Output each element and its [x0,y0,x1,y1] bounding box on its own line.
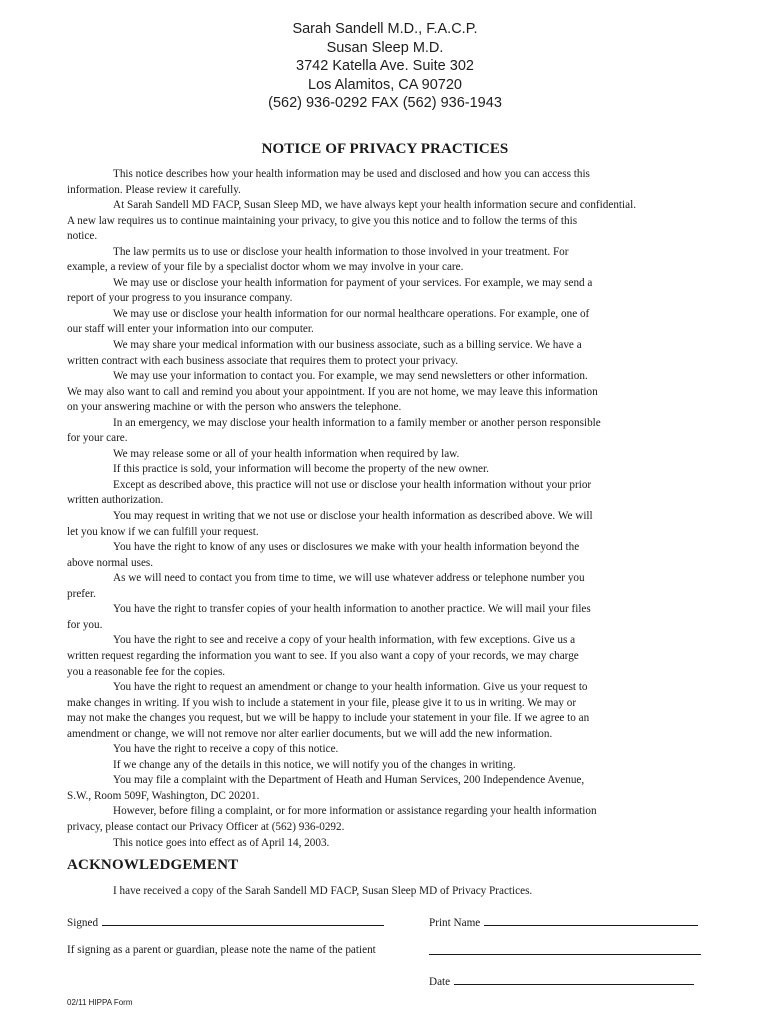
notice-line: make changes in writing. If you wish to include a statement in your file, please give it to us in writing. We may or [67,696,577,709]
date-label: Date [429,976,451,988]
letterhead-phone-fax: (562) 936-0292 FAX (562) 936-1943 [268,95,502,112]
patient-name-line[interactable] [429,944,701,955]
date-line[interactable] [454,974,694,985]
notice-line: However, before filing a complaint, or for more information or assistance regarding your health information [113,805,597,818]
notice-line: our staff will enter your information into our computer. [67,323,314,336]
notice-line: You have the right to receive a copy of this notice. [113,743,339,756]
notice-line: written request regarding the information you want to see. If you also want a copy of your records, we may charge [67,649,579,662]
patient-name-field[interactable] [429,944,701,958]
notice-line: You have the right to see and receive a copy of your health information, with few exceptions. Give us a [113,634,576,647]
print-name-field[interactable] [429,915,698,929]
notice-line: We may use your information to contact you. For example, we may send newsletters or other information. [113,370,588,383]
notice-line: for your care. [67,432,128,445]
notice-line: In an emergency, we may disclose your health information to a family member or another person responsible [113,416,601,429]
form-footer: 02/11 HIPPA Form [67,998,133,1007]
notice-line: report of your progress to you insurance company. [67,292,293,305]
notice-line: A new law requires us to continue maintaining your privacy, to give you this notice and to follow the terms of this [67,214,578,227]
notice-line: We may use or disclose your health information for our normal healthcare operations. For example, one of [113,307,590,320]
acknowledgement-statement: I have received a copy of the Sarah Sandell MD FACP, Susan Sleep MD of Privacy Practices. [113,885,533,897]
notice-line: This notice describes how your health information may be used and disclosed and how you can access this [113,168,590,180]
print-name-line[interactable] [484,915,698,926]
notice-line: We may share your medical information with our business associate, such as a billing service. We have a [113,339,582,352]
guardian-note: If signing as a parent or guardian, please note the name of the patient [67,944,376,956]
notice-line: notice. [67,230,98,243]
signed-label: Signed [67,917,99,929]
notice-line: The law permits us to use or disclose your health information to those involved in your treatment. For [113,245,569,258]
print-name-label: Print Name [429,917,481,929]
notice-line: You have the right to transfer copies of your health information to another practice. We will mail your files [113,603,591,616]
notice-line: You have the right to know of any uses or disclosures we make with your health information beyond the [113,541,580,554]
notice-body [67,167,707,851]
notice-line: If this practice is sold, your information will become the property of the new owner. [113,463,489,476]
notice-line: We may also want to call and remind you about your appointment. If you are not home, we may leave this information [67,385,598,398]
notice-line: above normal uses. [67,556,154,569]
notice-line: If we change any of the details in this notice, we will notify you of the changes in writing. [113,758,516,771]
notice-line: privacy, please contact our Privacy Officer at (562) 936-0292. [67,820,345,833]
notice-line: We may release some or all of your health information when required by law. [113,447,460,460]
signature-line[interactable] [102,915,384,926]
letterhead-physician-1: Sarah Sandell M.D., F.A.C.P. [292,21,478,37]
notice-line: S.W., Room 509F, Washington, DC 20201. [67,789,260,802]
notice-line: amendment or change, we will not remove nor alter earlier documents, but we will add the new information. [67,727,553,740]
date-field[interactable] [429,974,694,988]
notice-line: You may file a complaint with the Department of Heath and Human Services, 200 Independence Avenue, [113,774,585,787]
notice-line: We may use or disclose your health information for payment of your services. For example, we may send a [113,276,593,289]
signed-field[interactable] [67,915,384,929]
notice-line: for you. [67,618,103,631]
letterhead-street: 3742 Katella Ave. Suite 302 [296,58,474,75]
notice-line: written contract with each business associate that requires them to protect your privacy. [67,354,459,367]
letterhead-physician-2: Susan Sleep M.D. [326,39,444,56]
notice-line: on your answering machine or with the person who answers the telephone. [67,401,402,414]
notice-title: NOTICE OF PRIVACY PRACTICES [261,141,509,157]
notice-line: let you know if we can fulfill your request. [67,525,259,538]
notice-line: As we will need to contact you from time to time, we will use whatever address or telephone number you [113,572,585,585]
notice-line: may not make the changes you request, but we will be happy to include your statement in your file. If we agree to an [67,712,590,725]
letterhead-city: Los Alamitos, CA 90720 [308,76,462,93]
notice-line: This notice goes into effect as of April 14, 2003. [113,836,330,849]
notice-line: example, a review of your file by a specialist doctor whom we may involve in your care. [67,261,464,274]
letterhead [0,20,770,113]
notice-line: you a reasonable fee for the copies. [67,665,226,678]
notice-line: information. Please review it carefully. [67,183,241,196]
notice-line: At Sarah Sandell MD FACP, Susan Sleep MD, we have always kept your health information secure and confidential. [113,199,637,212]
acknowledgement-title: ACKNOWLEDGEMENT [67,857,239,873]
notice-line: You may request in writing that we not use or disclose your health information as described above. We will [113,510,593,523]
notice-line: prefer. [67,587,96,600]
notice-line: Except as described above, this practice will not use or disclose your health information without your prior [113,478,592,491]
notice-line: written authorization. [67,494,164,507]
notice-line: You have the right to request an amendment or change to your health information. Give us your request to [113,681,588,694]
